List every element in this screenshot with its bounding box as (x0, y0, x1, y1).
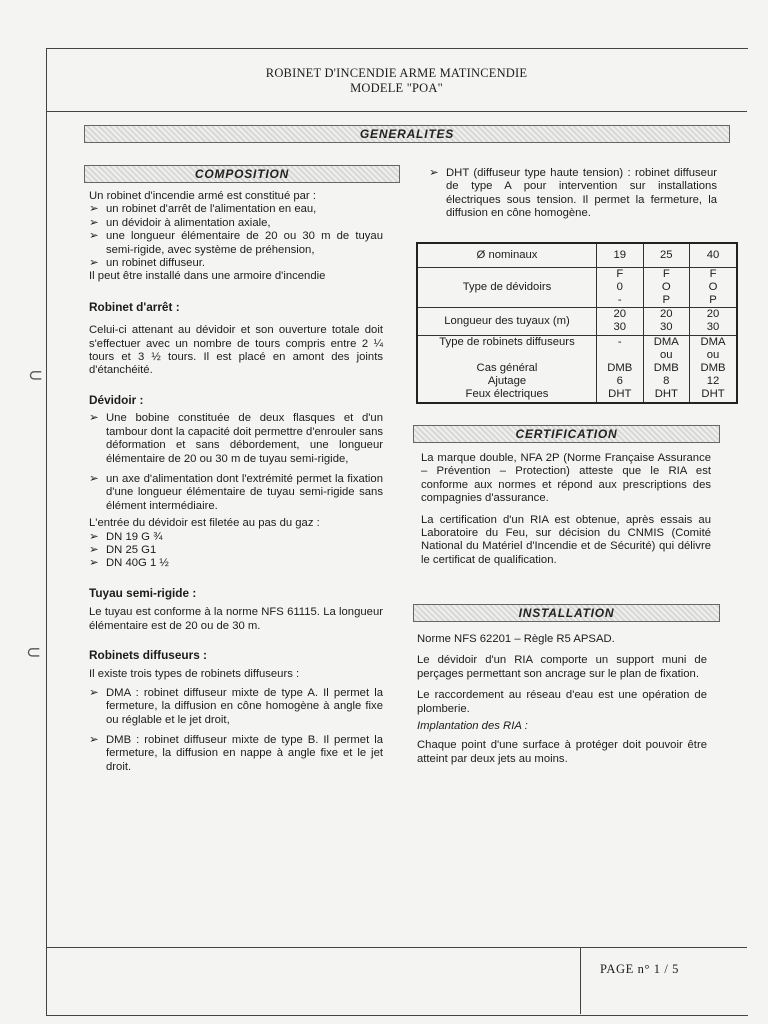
list-item: ➢ un dévidoir à alimentation axiale, (89, 216, 271, 229)
page-number: PAGE n° 1 / 5 (600, 962, 680, 976)
list-item: ➢ DN 40G 1 ½ (89, 557, 169, 570)
robinet-title: Robinet d'arrêt : (89, 299, 180, 314)
table-cell: DMA ou DMB 12 DHT (690, 335, 737, 403)
robinet-text: Celui-ci attenant au dévidoir et son ouverture totale doit s'effectuer avec un nombre de tours compris entre 2 ¼ tours et 3 ½ tours. Il est placé en amont des joints d'étanchéité. (89, 324, 383, 377)
list-item: ➢ DN 19 G ¾ (89, 530, 163, 543)
devidoir-entree: L'entrée du dévidoir est filetée au pas du gaz : (89, 517, 320, 530)
list-item: ➢ un robinet diffuseur. (89, 257, 206, 270)
arrow-bullet-icon: ➢ (89, 216, 99, 229)
arrow-bullet-icon: ➢ (89, 686, 99, 699)
banner-generalites: GENERALITES (84, 125, 730, 143)
installation-norme: Norme NFS 62201 – Règle R5 APSAD. (417, 633, 615, 645)
tuyau-text: Le tuyau est conforme à la norme NFS 61115. La longueur élémentaire est de 20 ou de 30 m. (89, 606, 383, 632)
certification-p2: La certification d'un RIA est obtenue, après essais au Laboratoire du Feu, sur décision du CNMIS (Comité National du Matériel d'Incendie et de Sécurité) qui délivre le certificat de qualification. (421, 513, 711, 566)
document-header (46, 66, 747, 96)
arrow-bullet-icon: ➢ (89, 203, 99, 216)
table-cell: Longueur des tuyaux (m) (417, 308, 597, 335)
arrow-bullet-icon: ➢ (89, 412, 99, 425)
table-cell: Type de dévidoirs (417, 267, 597, 308)
table-cell: 40 (690, 243, 737, 267)
list-item: ➢ DHT (diffuseur type haute tension) : robinet diffuseur de type A pour intervention sur installations électriques sous tension. Il permet la fermeture, la diffusion en cône homogène. (429, 167, 717, 220)
table-cell: 19 (597, 243, 644, 267)
composition-outro: Il peut être installé dans une armoire d'incendie (89, 270, 326, 283)
certification-block (421, 452, 711, 567)
arrow-bullet-icon: ➢ (89, 472, 99, 485)
banner-composition: COMPOSITION (84, 165, 400, 183)
binder-hole-icon: ⊂ (26, 642, 42, 662)
installation-p1: Le dévidoir d'un RIA comporte un support muni de perçages permettant son ancrage sur le plan de fixation. (417, 654, 707, 680)
list-item: ➢ Une bobine constituée de deux flasques et d'un tambour dont la capacité doit permettre d'enrouler sans déformation et sans débordement, une longueur élémentaire de 20 ou 30 m de tuyau semi-rigide, (89, 412, 383, 465)
list-item: ➢ une longueur élémentaire de 20 ou 30 m de tuyau semi-rigide, avec système de préhension, (89, 230, 383, 256)
header-divider (46, 111, 747, 112)
arrow-bullet-icon: ➢ (89, 543, 99, 556)
table-cell: F 0 - (597, 267, 644, 308)
banner-certification: CERTIFICATION (413, 425, 720, 443)
table-cell: DMA ou DMB 8 DHT (643, 335, 690, 403)
list-item: ➢ DMA : robinet diffuseur mixte de type A. Il permet la fermeture, la diffusion en cône homogène à angle fixe ou réglable et le jet droit, (89, 686, 383, 726)
table-header-row (417, 243, 737, 267)
devidoir-title: Dévidoir : (89, 392, 144, 407)
left-column (89, 190, 383, 774)
table-cell: 20 30 (597, 308, 644, 335)
implantation-text: Chaque point d'une surface à protéger doit pouvoir être atteint par deux jets au moins. (417, 739, 707, 765)
table-cell: 20 30 (643, 308, 690, 335)
binder-hole-icon: ⊂ (28, 365, 44, 385)
banner-installation: INSTALLATION (413, 604, 720, 622)
tuyau-title: Tuyau semi-rigide : (89, 585, 197, 600)
table-row (417, 335, 737, 403)
arrow-bullet-icon: ➢ (89, 257, 99, 270)
implantation-title: Implantation des RIA : (417, 720, 528, 733)
table-cell: 25 (643, 243, 690, 267)
list-item: ➢ un axe d'alimentation dont l'extrémité permet la fixation d'une longueur élémentaire de tuyau semi-rigide sans élément intermédiaire. (89, 472, 383, 512)
list-item: ➢ un robinet d'arrêt de l'alimentation en eau, (89, 203, 317, 216)
arrow-bullet-icon: ➢ (89, 530, 99, 543)
arrow-bullet-icon: ➢ (429, 167, 439, 179)
arrow-bullet-icon: ➢ (89, 230, 99, 243)
table-cell: 20 30 (690, 308, 737, 335)
ria-spec-table (416, 242, 738, 404)
table-cell: F O P (690, 267, 737, 308)
list-item: ➢ DMB : robinet diffuseur mixte de type B. Il permet la fermeture, la diffusion en nappe à angle fixe et le jet droit. (89, 734, 383, 773)
composition-intro: Un robinet d'incendie armé est constitué par : (89, 190, 316, 202)
document-title: ROBINET D'INCENDIE ARME MATINCENDIE (265, 66, 528, 80)
diffuseurs-title: Robinets diffuseurs : (89, 647, 207, 662)
certification-p1: La marque double, NFA 2P (Norme Française Assurance – Prévention – Protection) atteste que le RIA est conforme aux normes et répond aux prescriptions des compagnies d'assurance. (421, 452, 711, 505)
table-cell: Ø nominaux (417, 243, 597, 267)
arrow-bullet-icon: ➢ (89, 557, 99, 570)
document-subtitle: MODELE "POA" (350, 81, 443, 95)
page-number-box (580, 948, 748, 1014)
table-cell: - DMB 6 DHT (597, 335, 644, 403)
arrow-bullet-icon: ➢ (89, 734, 99, 746)
table-row (417, 308, 737, 335)
dht-block (429, 167, 717, 221)
installation-p2: Le raccordement au réseau d'eau est une opération de plomberie. (417, 689, 707, 715)
installation-block (417, 633, 707, 766)
table-cell: Type de robinets diffuseurs Cas général Ajutage Feux électriques (417, 335, 597, 403)
diffuseurs-intro: Il existe trois types de robinets diffuseurs : (89, 668, 300, 681)
table-cell: F O P (643, 267, 690, 308)
table-row (417, 267, 737, 308)
list-item: ➢ DN 25 G1 (89, 543, 157, 556)
